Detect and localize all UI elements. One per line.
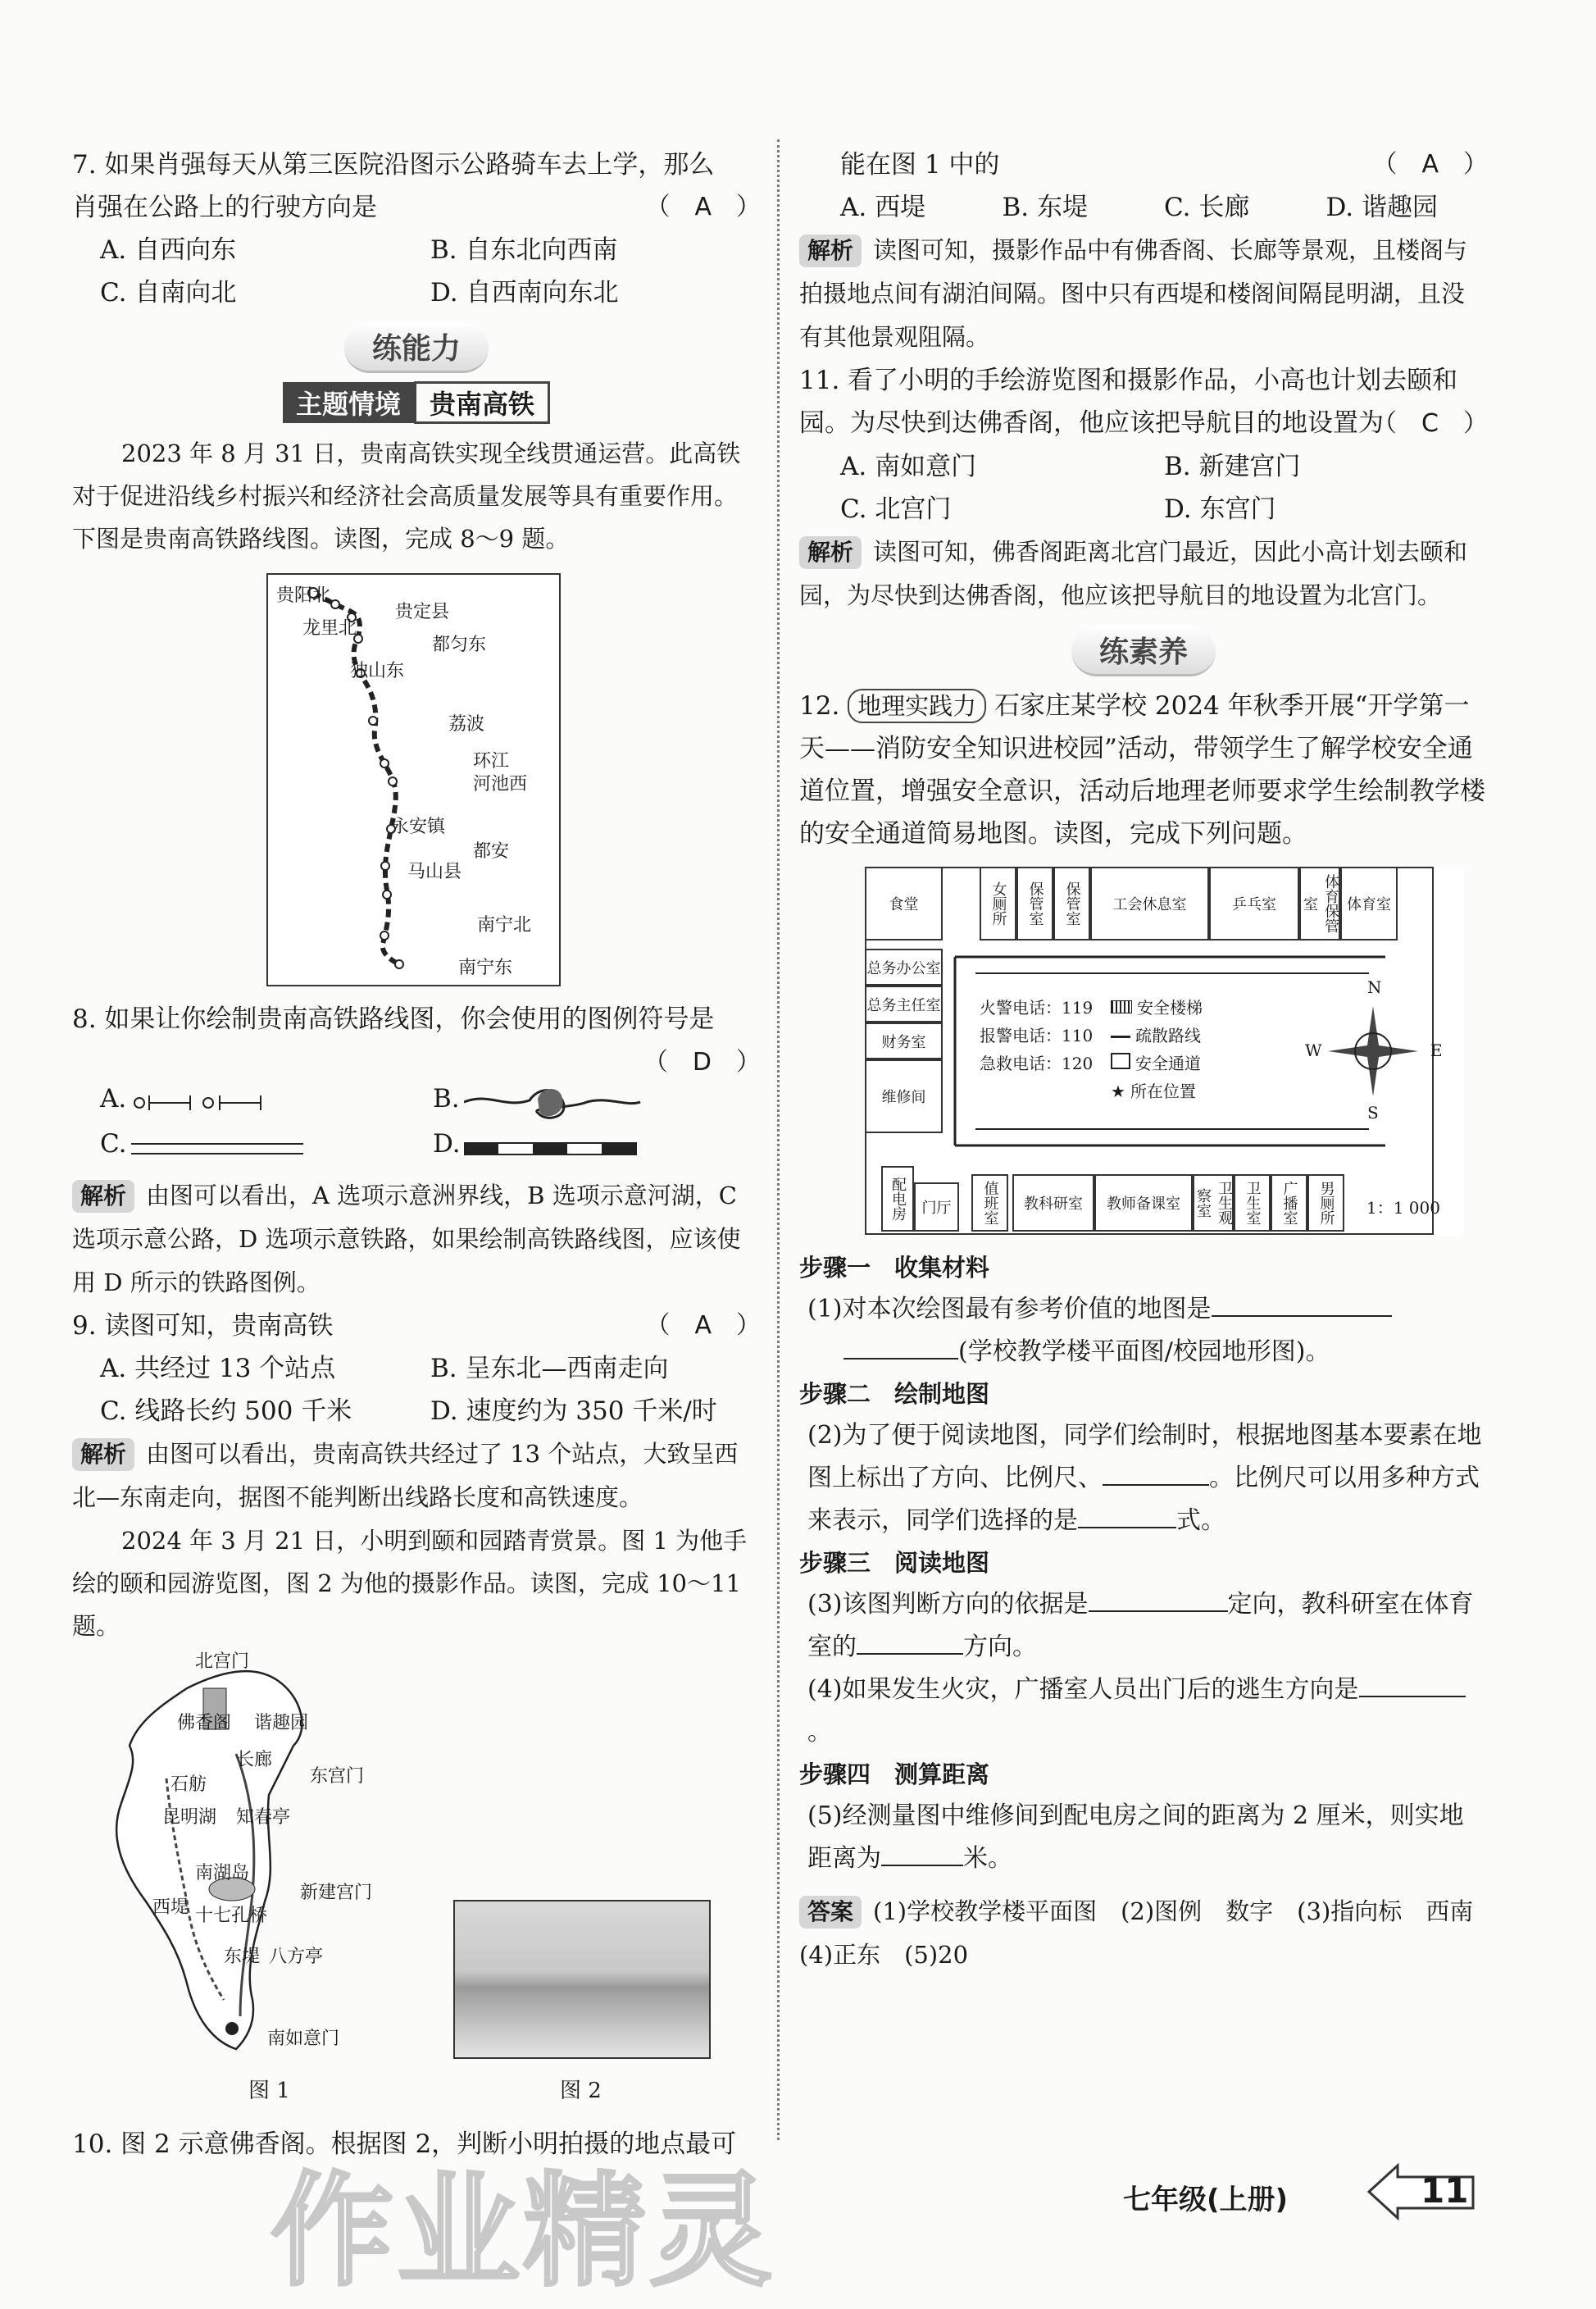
park-label: 知春亭 <box>236 1807 291 1828</box>
station-label: 独山东 <box>350 661 405 681</box>
q10-stem-2: 能在图 1 中的 <box>840 150 1000 180</box>
room: 门厅 <box>914 1182 959 1232</box>
figures-10-11 <box>72 1647 761 2123</box>
q11-option-a: A. 南如意门 <box>840 452 977 481</box>
right-column <box>799 143 1498 1977</box>
column-divider <box>777 139 780 2140</box>
station-mark <box>369 717 377 725</box>
q8-option-c: C. <box>100 1129 127 1159</box>
q10-option-a: A. 西堤 <box>840 193 926 222</box>
q9-answer: （ A ） <box>645 1311 761 1340</box>
compass-w: W <box>1305 1041 1322 1060</box>
phone-police: 报警电话：110 <box>980 1026 1094 1045</box>
compass-e: E <box>1430 1041 1443 1060</box>
station-label: 龙里北 <box>302 618 357 639</box>
park-label: 东堤 <box>224 1947 261 1967</box>
room: 体育保管室 <box>1299 867 1340 940</box>
phone-fire: 火警电话：119 <box>980 998 1094 1018</box>
step-2-title: 步骤二 绘制地图 <box>799 1380 990 1408</box>
q10-option-c: C. 长廊 <box>1164 193 1250 222</box>
rail-route-map <box>266 573 561 986</box>
station-mark <box>383 890 391 899</box>
q11-answer: （ C ） <box>1372 409 1488 438</box>
station-label: 南宁北 <box>477 915 532 936</box>
legend-route: 疏散路线 <box>1135 1026 1201 1045</box>
q10-answer: （ A ） <box>1372 150 1488 179</box>
star-icon: ★ <box>1111 1082 1125 1101</box>
station-label: 环江 <box>473 751 510 772</box>
station-label: 马山县 <box>407 862 462 882</box>
analysis-11: 解析 读图可知，佛香阁距离北宫门最近，因此小高计划去颐和园，为尽快到达佛香阁，他应该把导航目的地设置为北宫门。 <box>799 538 1468 609</box>
figure-2-caption: 图 2 <box>560 2079 602 2103</box>
park-label: 十七孔桥 <box>195 1906 268 1926</box>
q7-option-c: C. 自南向北 <box>100 278 237 307</box>
room: 配电房 <box>881 1166 914 1232</box>
station-mark <box>395 960 403 968</box>
q7-stem: 7. 如果肖强每天从第三医院沿图示公路骑车去上学，那么 <box>72 150 715 180</box>
room: 卫生观察室 <box>1193 1174 1234 1232</box>
question-12: 12. 地理实践力 石家庄某学校 2024 年秋季开展“开学第一天——消防安全知识进校园”活动，带领学生了解学校安全通道位置，增强安全意识，活动后地理老师要求学生绘制教学楼的安全通道简易地图。读图，完成下列问题。 <box>799 685 1488 855</box>
room: 女厕所 <box>980 867 1016 940</box>
station-label: 贵定县 <box>395 602 450 622</box>
q11-stem: 11. 看了小明的手绘游览图和摄影作品，小高也计划去颐和园。为尽快到达佛香阁，他应该把导航目的地设置为 <box>799 366 1458 438</box>
station-mark <box>381 862 389 870</box>
answer-blank[interactable] <box>1212 1291 1392 1317</box>
room: 广播室 <box>1271 1174 1307 1232</box>
exit-icon <box>1111 1053 1130 1069</box>
q7-stem-2: 肖强在公路上的行驶方向是 <box>72 193 377 222</box>
q11-option-d: D. 东宫门 <box>1164 494 1276 524</box>
section-ability: 练能力 <box>72 322 761 373</box>
park-label: 南如意门 <box>267 2029 340 2049</box>
analysis-10: 解析 读图可知，摄影作品中有佛香阁、长廊等景观，且楼阁与拍摄地点间有湖泊间隔。图中只有西堤和楼阁间隔昆明湖，且没有其他景观阻隔。 <box>799 236 1468 351</box>
question-8 <box>72 998 761 1305</box>
theme-banner: 主题情境 贵南高铁 <box>72 381 761 424</box>
station-mark <box>380 931 389 940</box>
step-4-title: 步骤四 测算距离 <box>799 1760 990 1788</box>
q11-option-c: C. 北宫门 <box>840 494 952 524</box>
room: 教师备课室 <box>1094 1174 1193 1232</box>
phone-emergency: 急救电话：120 <box>980 1054 1094 1073</box>
legend-position: 所在位置 <box>1130 1082 1196 1101</box>
stair-icon <box>1111 1000 1132 1013</box>
park-label: 东宫门 <box>310 1766 365 1787</box>
q8-stem: 8. 如果让你绘制贵南高铁路线图，你会使用的图例符号是 <box>72 1004 715 1034</box>
compass-icon <box>1320 998 1426 1104</box>
q8-option-d: D. <box>433 1129 461 1159</box>
step-1-title: 步骤一 收集材料 <box>799 1254 990 1282</box>
answer-blank[interactable] <box>1359 1671 1466 1697</box>
room: 乒乓室 <box>1209 867 1299 940</box>
station-label: 贵阳北 <box>276 585 331 606</box>
answer-key: 答案 (1)学校教学楼平面图 (2)图例 数字 (3)指向标 西南 (4)正东 (5)20 <box>799 1897 1498 1969</box>
footer-grade: 七年级(上册) <box>1123 2184 1289 2216</box>
route-line-icon <box>1111 1036 1130 1038</box>
station-label: 荔波 <box>448 714 485 735</box>
q7-option-b: B. 自东北向西南 <box>430 235 618 265</box>
q9-stem: 9. 读图可知，贵南高铁 <box>72 1311 334 1341</box>
q11-option-b: B. 新建宫门 <box>1164 452 1301 481</box>
q8-option-b: B. <box>433 1084 460 1114</box>
station-label: 河池西 <box>473 774 528 795</box>
room: 总务主任室 <box>865 986 943 1022</box>
question-9 <box>72 1305 761 1519</box>
gate-icon <box>225 2022 239 2035</box>
station-label: 永安镇 <box>391 817 446 837</box>
step-3-title: 步骤三 阅读地图 <box>799 1549 990 1577</box>
park-label: 北宫门 <box>195 1651 250 1672</box>
floor-plan <box>865 867 1463 1236</box>
road-symbol <box>131 1137 311 1162</box>
q9-option-c: C. 线路长约 500 千米 <box>100 1396 352 1426</box>
boundary-symbol <box>131 1091 311 1115</box>
room: 男厕所 <box>1307 1174 1344 1232</box>
station-label: 都匀东 <box>432 635 487 655</box>
figure-1-caption: 图 1 <box>248 2079 290 2103</box>
q7-option-d: D. 自西南向东北 <box>430 278 619 307</box>
room: 教科研室 <box>1012 1174 1094 1232</box>
watermark: 作业精灵 <box>271 2161 776 2303</box>
intro-paragraph: 2023 年 8 月 31 日，贵南高铁实现全线贯通运营。此高铁对于促进沿线乡村振兴和经济社会高质量发展等具有重要作用。下图是贵南高铁路线图。读图，完成 8～9 题。 <box>72 439 741 553</box>
q10-option-d: D. 谐趣园 <box>1325 193 1438 222</box>
steps: 步骤一 收集材料 (1)对本次绘图最有参考价值的地图是 (学校教学楼平面图/校园地形图)。 步骤二 绘制地图 (2)为了便于阅读地图，同学们绘制时，根据地图基本要素在地图上标出了方向、比例尺、 。比例尺可以用多种方式来表示，同学们选择的是 式。 步骤三 阅读地图 (3)该图判断方向的依据是 定向，教科研室在体育室的 方向。 (4)如果发生火灾，广播室人员出门后的逃生方向是。 步骤四 测算距离 (5)经测量图中维修间到配电房之间的距离为 2 厘米，则实地距离为 米。 <box>799 1247 1488 1880</box>
park-label: 谐趣园 <box>254 1713 309 1733</box>
q8-answer: （ D ） <box>643 1048 761 1077</box>
park-label: 新建宫门 <box>300 1883 373 1903</box>
park-label: 佛香阁 <box>177 1713 232 1733</box>
left-column <box>72 143 761 2166</box>
park-label: 西堤 <box>152 1897 189 1918</box>
q9-option-d: D. 速度约为 350 千米/时 <box>430 1396 717 1426</box>
q10-stem: 10. 图 2 示意佛香阁。根据图 2，判断小明拍摄的地点最可 <box>72 2129 737 2159</box>
q7-option-a: A. 自西向东 <box>100 235 237 265</box>
room: 食堂 <box>865 867 943 940</box>
phone-list <box>980 994 1093 1077</box>
station-label: 南宁东 <box>458 958 513 978</box>
page-number: 11 <box>1421 2170 1469 2211</box>
room: 保管室 <box>1016 867 1053 940</box>
compass-s: S <box>1367 1103 1379 1123</box>
answer-blank[interactable] <box>1078 1502 1176 1528</box>
section-literacy: 练素养 <box>799 626 1488 676</box>
room: 卫生室 <box>1234 1174 1271 1232</box>
room: 值班室 <box>971 1174 1008 1232</box>
analysis-9: 解析 由图可以看出，贵南高铁共经过了 13 个站点，大致呈西北—东南走向，据图不能判断出线路长度和高铁速度。 <box>72 1440 739 1511</box>
park-label: 八方亭 <box>269 1947 324 1967</box>
station-mark <box>380 759 389 767</box>
park-label: 南湖岛 <box>195 1863 250 1883</box>
river-lake-symbol <box>464 1084 644 1123</box>
answer-blank[interactable] <box>881 1840 963 1866</box>
room: 财务室 <box>865 1022 943 1059</box>
answer-blank[interactable] <box>857 1628 963 1655</box>
q7-answer: （ A ） <box>645 193 761 221</box>
page-number-badge <box>1365 2159 1480 2225</box>
room: 总务办公室 <box>865 949 943 986</box>
analysis-8: 解析 由图可以看出，A 选项示意洲界线，B 选项示意河湖，C 选项示意公路，D 选项示意铁路，如果绘制高铁路线图，应该使用 D 所示的铁路图例。 <box>72 1182 741 1296</box>
answer-blank[interactable] <box>1089 1586 1228 1612</box>
room: 维修间 <box>865 1059 943 1133</box>
compass-n: N <box>1367 977 1382 997</box>
park-label: 昆明湖 <box>162 1807 217 1828</box>
practice-tag: 地理实践力 <box>848 689 986 723</box>
q9-option-a: A. 共经过 13 个站点 <box>100 1354 336 1383</box>
answer-blank[interactable] <box>843 1333 958 1359</box>
station-label: 都安 <box>473 841 510 862</box>
station-mark <box>331 600 339 608</box>
railway-symbol <box>464 1140 644 1159</box>
park-label: 长廊 <box>236 1750 273 1770</box>
legend-stairs: 安全楼梯 <box>1137 998 1203 1018</box>
q8-option-a: A. <box>100 1084 127 1114</box>
plan-legend <box>1111 994 1203 1105</box>
legend-exit: 安全通道 <box>1135 1054 1201 1073</box>
answer-blank[interactable] <box>1103 1460 1209 1486</box>
room: 体育室 <box>1340 867 1398 940</box>
q10-option-b: B. 东堤 <box>1002 193 1088 222</box>
intro-paragraph-2: 2024 年 3 月 21 日，小明到颐和园踏青赏景。图 1 为他手绘的颐和园游览图，图 2 为他的摄影作品。读图，完成 10～11 题。 <box>72 1527 748 1640</box>
room: 工会休息室 <box>1090 867 1209 940</box>
room: 保管室 <box>1053 867 1090 940</box>
photo-foxiang-pavilion <box>453 1900 711 2059</box>
q9-option-b: B. 呈东北—西南走向 <box>430 1354 669 1383</box>
plan-scale: 1：1 000 <box>1366 1198 1440 1218</box>
station-mark <box>389 777 397 786</box>
park-label: 石舫 <box>171 1774 207 1795</box>
question-7 <box>72 143 761 314</box>
